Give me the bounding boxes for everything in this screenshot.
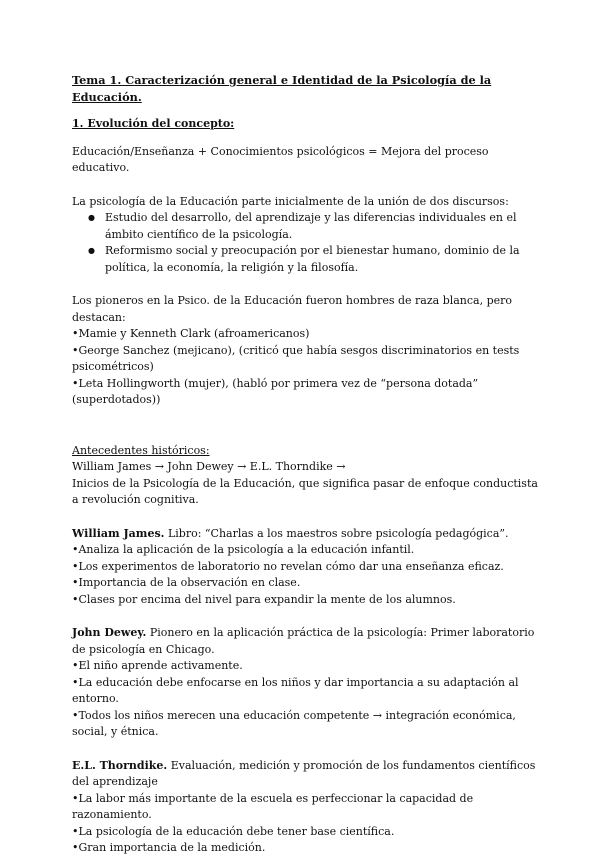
antecedentes-text: Inicios de la Psicología de la Educación, que significa pasar de enfoque conductista a revolución cognitiva. xyxy=(72,476,538,506)
discursos-intro: La psicología de la Educación parte inicialmente de la unión de dos discursos: xyxy=(72,194,509,208)
james-paragraph xyxy=(72,526,542,543)
list-item: ● Reformismo social y preocupación por el bienestar humano, dominio de la política, la economía, la religión y la filosofía. xyxy=(105,243,542,276)
list-item: •La psicología de la educación debe tener base científica. xyxy=(72,824,395,838)
list-item: •Leta Hollingworth (mujer), (habló por primera vez de “persona dotada” (superdotados)) xyxy=(72,376,479,406)
list-item: •La labor más importante de la escuela es perfeccionar la capacidad de razonamiento. xyxy=(72,791,474,821)
formula-line: Educación/Enseñanza + Conocimientos psicológicos = Mejora del proceso educativo. xyxy=(72,144,489,174)
list-item: •Importancia de la observación en clase. xyxy=(72,576,301,589)
thorndike-name: E.L. Thorndike. xyxy=(72,758,168,772)
dewey-paragraph xyxy=(72,625,542,658)
list-item: •Gran importancia de la medición. xyxy=(72,841,266,854)
list-item: •El niño aprende activamente. xyxy=(72,659,243,672)
list-item: •Mamie y Kenneth Clark (afroamericanos) xyxy=(72,327,310,340)
document-title: Tema 1. Caracterización general e Identidad de la Psicología de la Educación. xyxy=(72,73,492,104)
document-content xyxy=(72,72,542,857)
list-item: •La educación debe enfocarse en los niños y dar importancia a su adaptación al entorno. xyxy=(72,675,519,705)
thorndike-paragraph xyxy=(72,758,542,791)
section-heading-evolucion: 1. Evolución del concepto: xyxy=(72,117,235,130)
thorndike-desc: Evaluación, medición y promoción de los fundamentos científicos del aprendizaje xyxy=(72,758,536,788)
list-item: •Los experimentos de laboratorio no revelan cómo dar una enseñanza eficaz. xyxy=(72,559,504,573)
james-desc: Libro: “Charlas a los maestros sobre psicología pedagógica”. xyxy=(164,526,509,540)
james-name: William James. xyxy=(72,526,165,540)
list-item: •Analiza la aplicación de la psicología a la educación infantil. xyxy=(72,543,415,556)
dewey-name: John Dewey. xyxy=(72,626,147,639)
pioneros-intro: Los pioneros en la Psico. de la Educación fueron hombres de raza blanca, pero destacan: xyxy=(72,294,513,324)
list-item: •George Sanchez (mejicano), (criticó que había sesgos discriminatorios en tests psicométricos) xyxy=(72,343,520,373)
dewey-desc: Pionero en la aplicación práctica de la psicología: Primer laboratorio de psicología en Chicago. xyxy=(72,626,535,656)
list-item: ● Estudio del desarrollo, del aprendizaje y las diferencias individuales en el ámbito científico de la psicología. xyxy=(105,210,542,243)
discursos-list xyxy=(72,210,542,276)
list-item: •Clases por encima del nivel para expandir la mente de los alumnos. xyxy=(72,592,456,606)
list-item: •Todos los niños merecen una educación competente → integración económica, social, y étnica. xyxy=(72,708,516,738)
antecedentes-chain: William James → John Dewey → E.L. Thorndike → xyxy=(72,460,346,473)
antecedentes-heading: Antecedentes históricos: xyxy=(72,443,210,457)
